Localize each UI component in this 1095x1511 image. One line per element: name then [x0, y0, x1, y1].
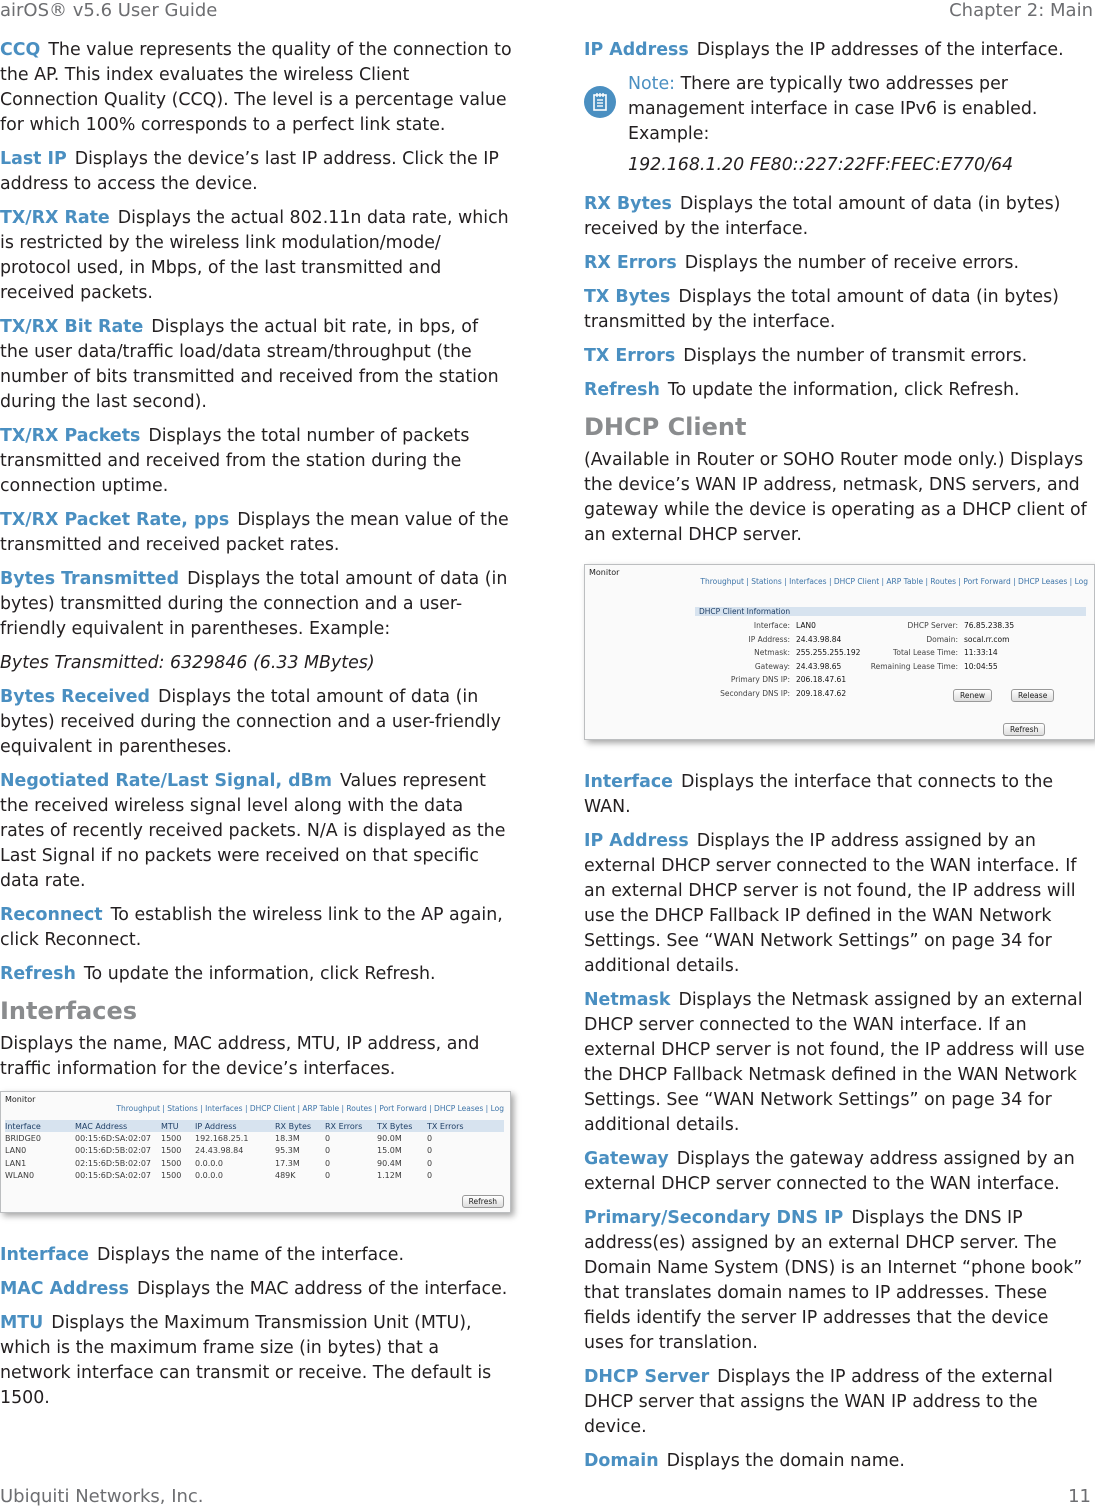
interfaces-table	[5, 1120, 504, 1182]
definition-text: Displays the total amount of data (in bytes) transmitted during the connection and a user-friendly equivalent in parentheses. Example:	[0, 569, 508, 639]
field-label: Gateway:	[754, 661, 790, 671]
definition-term: Bytes Received	[0, 687, 150, 707]
definition-text: Displays the total amount of data (in bytes) transmitted by the interface.	[584, 287, 1059, 332]
dhcp-field	[695, 675, 846, 684]
field-label: Netmask:	[754, 648, 790, 657]
definition-item	[584, 344, 1092, 369]
definition-item	[584, 1365, 1092, 1440]
dhcp-field	[695, 621, 816, 630]
note-icon	[584, 86, 616, 118]
table-cell: 1500	[161, 1134, 182, 1144]
table-cell: 18.3M	[275, 1134, 300, 1144]
definition-item	[0, 508, 512, 558]
field-value: socal.rr.com	[964, 634, 1010, 644]
table-cell: LAN1	[5, 1158, 27, 1168]
field-value: 24.43.98.65	[796, 661, 842, 671]
definition-term: TX Bytes	[584, 287, 671, 307]
definition-item	[584, 251, 1092, 276]
definition-term: Bytes Transmitted	[0, 569, 180, 589]
dhcp-field	[695, 662, 841, 671]
definition-term: RX Errors	[584, 253, 677, 273]
definition-item	[0, 567, 512, 642]
example-text: Bytes Transmitted: 6329846 (6.33 MBytes)	[0, 653, 375, 673]
table-cell: 02:15:6D:5B:02:07	[75, 1158, 152, 1168]
definition-text: Displays the IP address of the external DHCP server that assigns the WAN IP address to the device.	[584, 1367, 1053, 1437]
definition-term: IP Address	[584, 831, 689, 851]
interfaces-screenshot	[0, 1091, 511, 1213]
definition-term: RX Bytes	[584, 194, 672, 214]
definition-term: Primary/Secondary DNS IP	[584, 1208, 844, 1228]
definition-item	[584, 285, 1092, 335]
definition-term: TX Errors	[584, 346, 676, 366]
definition-item	[0, 962, 512, 987]
definition-item	[584, 378, 1092, 403]
table-cell: Interface	[5, 1121, 41, 1131]
definition-text: Displays the interface that connects to the WAN.	[584, 772, 1054, 817]
field-value: 10:04:55	[964, 661, 998, 671]
table-cell: TX Bytes	[377, 1121, 413, 1131]
definition-text: Displays the DNS IP address(es) assigned by an external DHCP server. The Domain Name System (DNS) is an Internet “phone book” that translates domain names to IP addresses. These fields identify the server IP addresses that the device uses for translation.	[584, 1208, 1083, 1353]
definition-item	[584, 38, 1092, 63]
table-cell: 489K	[275, 1171, 296, 1181]
dhcp-definition-list	[584, 770, 1092, 1474]
table-cell: 1500	[161, 1171, 182, 1181]
release-button[interactable]: Release	[1011, 689, 1054, 702]
field-label: Secondary DNS IP:	[720, 688, 790, 698]
definition-text: Displays the actual bit rate, in bps, of the user data/traffic load/data stream/throughput (the number of bits transmitted and received from the station during the last second).	[0, 317, 499, 412]
definition-text: Displays the Netmask assigned by an external DHCP server connected to the WAN interface. If an external DHCP server is not found, the IP address will use the DHCP Fallback Netmask defined in the WAN Network Settings. See “WAN Network Settings” on page 34 for additional details.	[584, 990, 1085, 1135]
refresh-button[interactable]: Refresh	[462, 1195, 504, 1208]
definition-item	[0, 685, 512, 760]
definition-item	[584, 1449, 1092, 1474]
definition-term: TX/RX Packets	[0, 426, 141, 446]
field-label: DHCP Server:	[907, 621, 958, 630]
table-cell: 0	[427, 1134, 433, 1144]
definition-term: Netmask	[584, 990, 671, 1010]
definition-text: Displays the total number of packets transmitted and received from the station during the connection uptime.	[0, 426, 470, 496]
definition-item	[584, 988, 1092, 1138]
definition-item	[0, 1311, 512, 1411]
table-cell: IP Address	[195, 1121, 237, 1131]
field-label: Domain:	[926, 634, 958, 644]
definition-item	[0, 424, 512, 499]
definition-term: Domain	[584, 1451, 659, 1471]
definition-text: Displays the mean value of the transmitted and received packet rates.	[0, 510, 509, 555]
dhcp-field	[695, 635, 841, 644]
dhcp-field	[863, 635, 1009, 644]
table-cell: 90.4M	[377, 1158, 402, 1168]
table-cell: 0.0.0.0	[195, 1171, 223, 1181]
definition-text: To update the information, click Refresh.	[667, 380, 1020, 400]
table-cell: RX Bytes	[275, 1121, 312, 1131]
note-example: 192.168.1.20 FE80::227:22FF:FEEC:E770/64	[628, 155, 1014, 175]
refresh-button[interactable]: Refresh	[1003, 723, 1045, 736]
definition-text: Displays the IP address assigned by an external DHCP server connected to the WAN interface. If an external DHCP server is not found, the IP address will use the DHCP Fallback IP defined in the WAN Network Settings. See “WAN Network Settings” on page 34 for additional details.	[584, 831, 1077, 976]
definition-text: Displays the number of receive errors.	[684, 253, 1019, 273]
dhcp-client-screenshot	[584, 564, 1095, 740]
field-value: 255.255.255.192	[796, 648, 861, 657]
table-cell: TX Errors	[427, 1121, 464, 1131]
table-cell: 0	[427, 1158, 433, 1168]
definition-item	[584, 829, 1092, 979]
definition-item	[0, 315, 512, 415]
dhcp-field	[695, 689, 846, 698]
table-cell: 15.0M	[377, 1146, 402, 1156]
section-heading-interfaces: Interfaces	[0, 997, 138, 1025]
monitor-title: Monitor	[5, 1095, 36, 1104]
definition-text: Displays the actual 802.11n data rate, which is restricted by the wireless link modulation/mode/ protocol used, in Mbps, of the last transmitted and received packets.	[0, 208, 509, 303]
definition-item	[584, 770, 1092, 820]
definition-text: Displays the gateway address assigned by an external DHCP server connected to the WAN interface.	[584, 1149, 1075, 1194]
definition-term: Last IP	[0, 149, 67, 169]
definition-item	[0, 1243, 512, 1268]
definition-term: Reconnect	[0, 905, 103, 925]
definition-term: MTU	[0, 1313, 44, 1333]
definition-term: TX/RX Bit Rate	[0, 317, 144, 337]
definition-term: Interface	[0, 1245, 89, 1265]
definition-item	[0, 903, 512, 953]
table-cell: 192.168.25.1	[195, 1134, 249, 1144]
dhcp-field	[863, 662, 998, 671]
definition-item	[584, 192, 1092, 242]
note-box	[584, 72, 1092, 184]
definition-item	[0, 147, 512, 197]
table-cell: 1.12M	[377, 1171, 402, 1181]
table-cell: 0.0.0.0	[195, 1158, 223, 1168]
table-cell: RX Errors	[325, 1121, 363, 1131]
footer-company: Ubiquiti Networks, Inc.	[0, 1486, 204, 1507]
table-cell: BRIDGE0	[5, 1134, 41, 1144]
note-text: Note: There are typically two addresses per management interface in case IPv6 is enabled. Example:	[628, 74, 1038, 144]
definition-item	[0, 38, 512, 138]
page-number: 11	[1068, 1486, 1091, 1507]
definition-text: To establish the wireless link to the AP again, click Reconnect.	[0, 905, 503, 950]
definition-text: Displays the device’s last IP address. Click the IP address to access the device.	[0, 149, 499, 194]
definition-item	[0, 206, 512, 306]
running-header-title: airOS® v5.6 User Guide	[0, 0, 218, 21]
definition-term: Gateway	[584, 1149, 669, 1169]
field-label: Interface:	[753, 621, 790, 630]
table-cell: 1500	[161, 1158, 182, 1168]
table-row	[5, 1145, 504, 1157]
interfaces-intro: Displays the name, MAC address, MTU, IP address, and traffic information for the device’s interfaces.	[0, 1034, 480, 1079]
definition-term: Refresh	[584, 380, 660, 400]
definition-text: Displays the total amount of data (in bytes) received during the connection and a user-friendly equivalent in parentheses.	[0, 687, 501, 757]
left-column	[0, 38, 512, 1420]
definition-term: DHCP Server	[584, 1367, 710, 1387]
table-cell: 0	[427, 1146, 433, 1156]
field-label: Remaining Lease Time:	[870, 661, 958, 671]
definition-term: Interface	[584, 772, 673, 792]
field-value: 11:33:14	[964, 648, 998, 657]
definition-term: CCQ	[0, 40, 41, 60]
left-definition-list	[0, 38, 512, 987]
field-label: Total Lease Time:	[893, 648, 958, 657]
table-cell: 95.3M	[275, 1146, 300, 1156]
definition-term: Negotiated Rate/Last Signal, dBm	[0, 771, 332, 791]
definition-item	[0, 769, 512, 894]
note-label: Note:	[628, 74, 676, 94]
table-cell: LAN0	[5, 1146, 27, 1156]
table-cell: 00:15:6D:5B:02:07	[75, 1146, 152, 1156]
definition-term: TX/RX Rate	[0, 208, 110, 228]
table-cell: 24.43.98.84	[195, 1146, 244, 1156]
table-cell: 1500	[161, 1146, 182, 1156]
definition-item	[584, 1206, 1092, 1356]
definition-term: Refresh	[0, 964, 76, 984]
definition-text: Displays the number of transmit errors.	[683, 346, 1028, 366]
table-row	[5, 1157, 504, 1169]
table-cell: 00:15:6D:SA:02:07	[75, 1171, 152, 1181]
table-cell: MTU	[161, 1121, 179, 1131]
monitor-title: Monitor	[589, 568, 620, 577]
dhcp-field	[863, 648, 998, 657]
dhcp-field	[695, 648, 860, 657]
definition-text: Displays the Maximum Transmission Unit (MTU), which is the maximum frame size (in bytes) that a network interface can transmit or receive. The default is 1500.	[0, 1313, 492, 1408]
renew-button[interactable]: Renew	[953, 689, 992, 702]
definition-term: TX/RX Packet Rate, pps	[0, 510, 230, 530]
definition-item	[584, 1147, 1092, 1197]
table-cell: 00:15:6D:SA:02:07	[75, 1134, 152, 1144]
definition-text: The value represents the quality of the connection to the AP. This index evaluates the wireless Client Connection Quality (CCQ). The level is a percentage value for which 100% corresponds to a perfect link state.	[0, 40, 512, 135]
definition-text: Displays the name of the interface.	[96, 1245, 405, 1265]
field-value: 24.43.98.84	[796, 634, 842, 644]
section-heading-dhcp-client: DHCP Client	[584, 413, 747, 441]
interfaces-definition-list	[0, 1243, 512, 1411]
table-cell: 0	[427, 1171, 433, 1181]
table-cell: 0	[325, 1171, 331, 1181]
field-value: 206.18.47.61	[796, 675, 847, 684]
field-label: IP Address:	[748, 634, 790, 644]
right-definition-list-mid	[584, 192, 1092, 403]
definition-term: MAC Address	[0, 1279, 130, 1299]
table-cell: 0	[325, 1158, 331, 1168]
definition-item	[0, 1277, 512, 1302]
running-header-chapter: Chapter 2: Main	[949, 0, 1093, 21]
field-value: 209.18.47.62	[796, 688, 847, 698]
monitor-nav-tabs[interactable]: Throughput | Stations | Interfaces | DHCP Client | ARP Table | Routes | Port Forward | DHCP Leases | Log	[700, 577, 1088, 586]
dhcp-intro: (Available in Router or SOHO Router mode only.) Displays the device’s WAN IP address, netmask, DNS servers, and gateway while the device is operating as a DHCP client of an external DHCP server.	[584, 450, 1087, 545]
field-value: 76.85.238.35	[964, 621, 1015, 630]
right-definition-list-top	[584, 38, 1092, 63]
definition-term: IP Address	[584, 40, 689, 60]
definition-text: To update the information, click Refresh.	[83, 964, 436, 984]
right-column	[584, 38, 1092, 1483]
monitor-nav-tabs[interactable]: Throughput | Stations | Interfaces | DHCP Client | ARP Table | Routes | Port Forward | DHCP Leases | Log	[116, 1104, 504, 1113]
field-value: LAN0	[796, 621, 816, 630]
dhcp-field	[863, 621, 1014, 630]
definition-text: Displays the MAC address of the interface.	[137, 1279, 508, 1299]
table-cell: 0	[325, 1146, 331, 1156]
definition-text: Values represent the received wireless signal level along with the data rates of recently received packets. N/A is displayed as the Last Signal if no packets were received on that specific data rate.	[0, 771, 506, 891]
definition-text: Displays the total amount of data (in bytes) received by the interface.	[584, 194, 1061, 239]
table-row	[5, 1170, 504, 1182]
table-cell: 17.3M	[275, 1158, 300, 1168]
table-row	[5, 1132, 504, 1144]
field-label: Primary DNS IP:	[730, 675, 790, 684]
dhcp-info-section-bar: DHCP Client Information	[695, 607, 1086, 616]
table-cell: 0	[325, 1134, 331, 1144]
table-cell: MAC Address	[75, 1121, 128, 1131]
table-cell: WLAN0	[5, 1171, 35, 1181]
definition-text: Displays the IP addresses of the interface.	[696, 40, 1064, 60]
table-cell: 90.0M	[377, 1134, 402, 1144]
table-header-row	[5, 1120, 504, 1132]
definition-text: Displays the domain name.	[666, 1451, 905, 1471]
